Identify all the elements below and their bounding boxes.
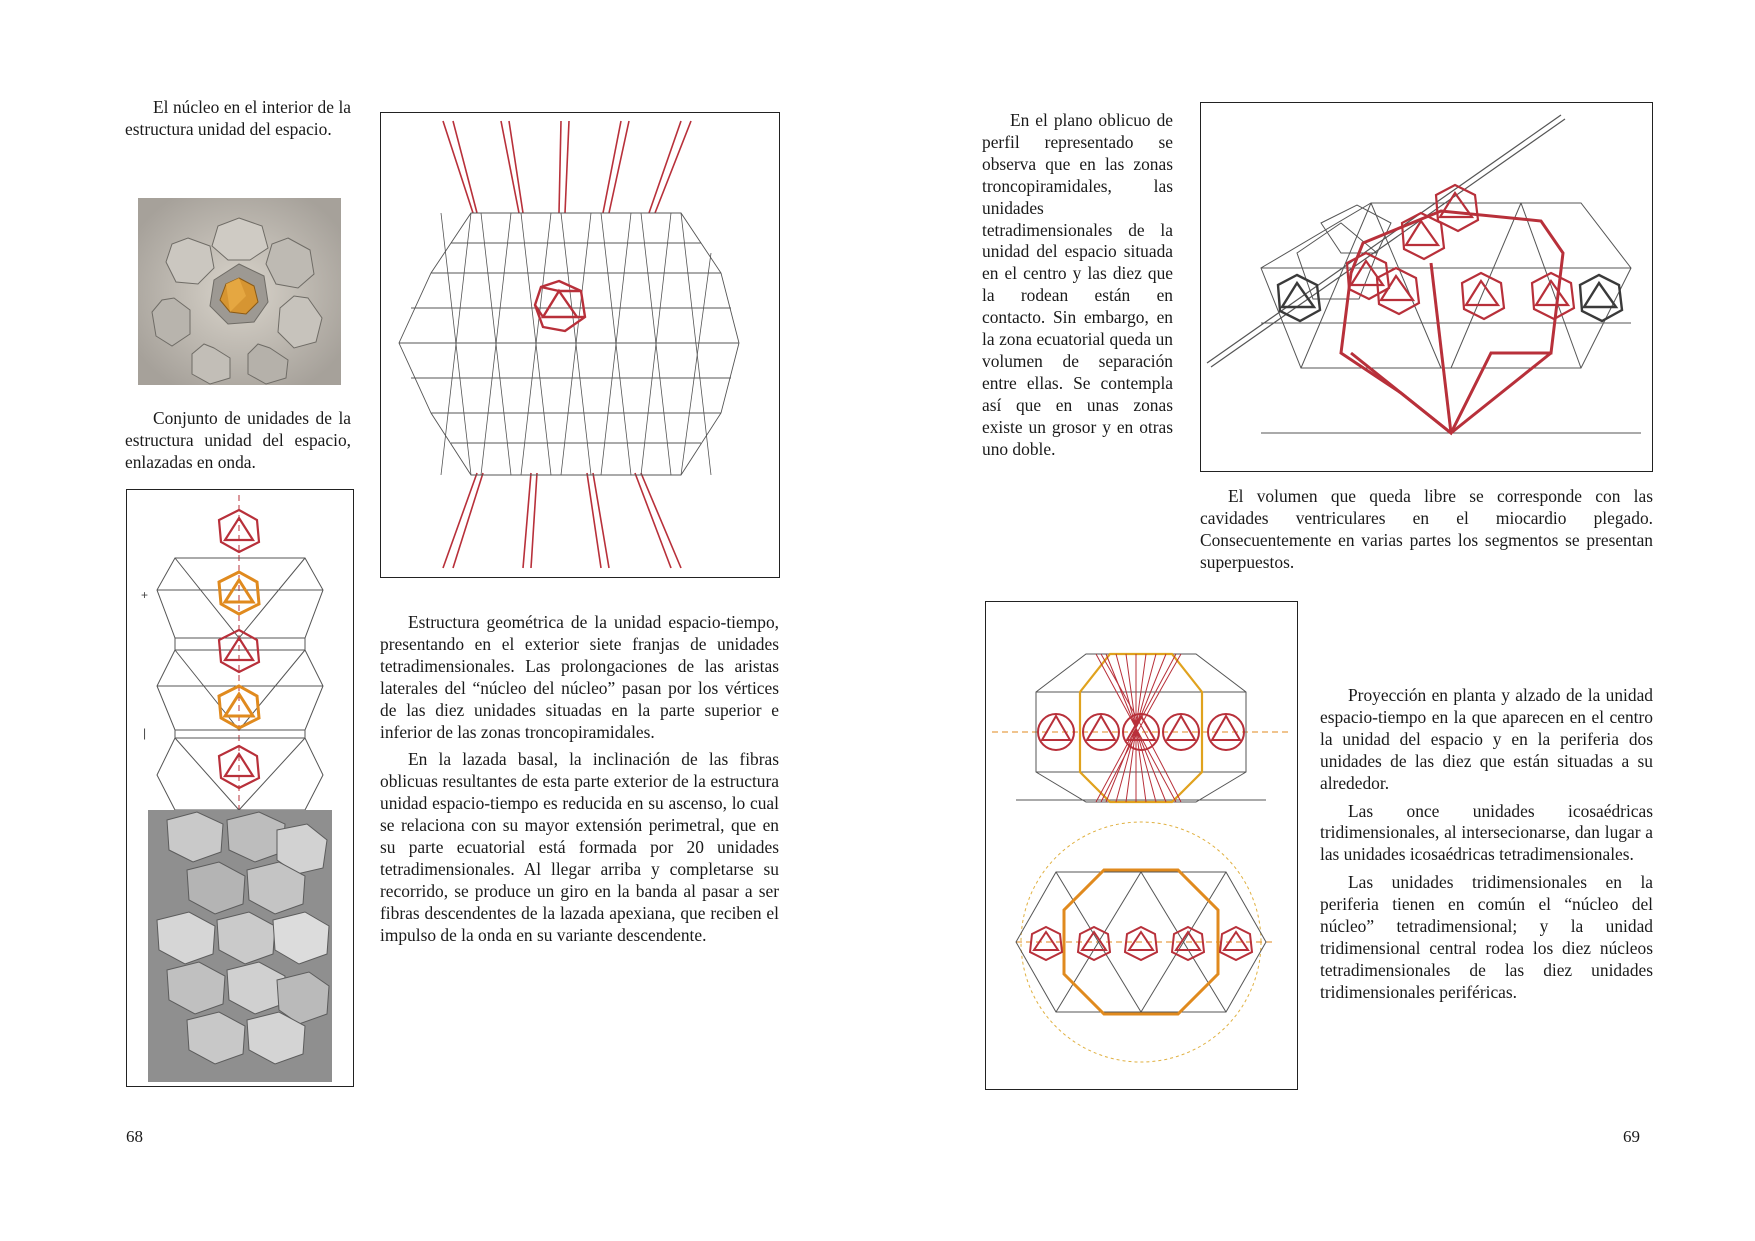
caption-nucleus-text: El núcleo en el interior de la estructura unidad del espacio. [125, 97, 351, 139]
projection-paragraph-2: Las once unidades icosaédricas tridimensionales, al intersecionarse, dan lugar a las unidades icosaédricas tetradimensionales. [1320, 800, 1653, 865]
caption-wave [125, 408, 351, 474]
projection-description [1320, 685, 1653, 1010]
page-number-right: 69 [1623, 1127, 1640, 1146]
projection-paragraph-1: Proyección en planta y alzado de la unidad espacio-tiempo en la que aparecen en el centro la unidad del espacio y en la periferia dos unidades de las diez que están situadas a su alrededor. [1320, 685, 1653, 793]
page-number-left: 68 [126, 1127, 143, 1146]
stack-mark-bar: | [143, 726, 147, 740]
projection-paragraph-3: Las unidades tridimensionales en la periferia tienen en común el “núcleo del núcleo” tetradimensional; y la unidad tridimensional central rodea los diez núcleos tetradimensionales de las diez unidades tridimensionales periféricas. [1320, 872, 1653, 1002]
spacetime-description [380, 612, 779, 953]
projection-figure [985, 601, 1298, 1090]
caption-nucleus [125, 97, 351, 141]
stack-mark-plus: + [141, 588, 149, 602]
oblique-plane-text-content: En el plano oblicuo de perfil representado se observa que en las zonas troncopiramidales, las unidades tetradimensionales de la unidad del espacio situada en el centro y las diez que la rodean están en contacto. Sin embargo, en la zona ecuatorial queda un volumen de separación entre ellas. Se contempla así que en unas zonas existe un grosor y en otras uno doble. [982, 110, 1173, 459]
free-volume-text-content: El volumen que queda libre se corresponde con las cavidades ventriculares en el miocardio plegado. Consecuentemente en varias partes los segmentos se presentan superpuestos. [1200, 486, 1653, 572]
oblique-plane-text [982, 110, 1173, 461]
spacetime-paragraph-2: En la lazada basal, la inclinación de las fibras oblicuas resultantes de esta parte exterior de la estructura unidad espacio-tiempo es reducida en su ascenso, lo cual se relaciona con su mayor extensión perimetral, que en su parte ecuatorial está formada por 20 unidades tetradimensionales. Al llegar arriba y completarse su recorrido, se produce un giro en la banda al pasar a ser fibras descendentes de la lazada apexiana, que reciben el impulso de la onda en su variante descendente. [380, 749, 779, 945]
icosahedra-stack-figure [126, 489, 354, 1087]
spacetime-paragraph-1: Estructura geométrica de la unidad espacio-tiempo, presentando en el exterior siete franjas de unidades tetradimensionales. Las prolongaciones de las aristas laterales del “núcleo del núcleo” pasan por los vértices de las diez unidades situadas en la parte superior e inferior de las zonas troncopiramidales. [380, 612, 779, 742]
spacetime-structure-figure [380, 112, 780, 578]
nucleus-photo [138, 198, 341, 385]
caption-wave-text: Conjunto de unidades de la estructura unidad del espacio, enlazadas en onda. [125, 408, 351, 472]
free-volume-text [1200, 486, 1653, 574]
oblique-profile-figure [1200, 102, 1653, 472]
